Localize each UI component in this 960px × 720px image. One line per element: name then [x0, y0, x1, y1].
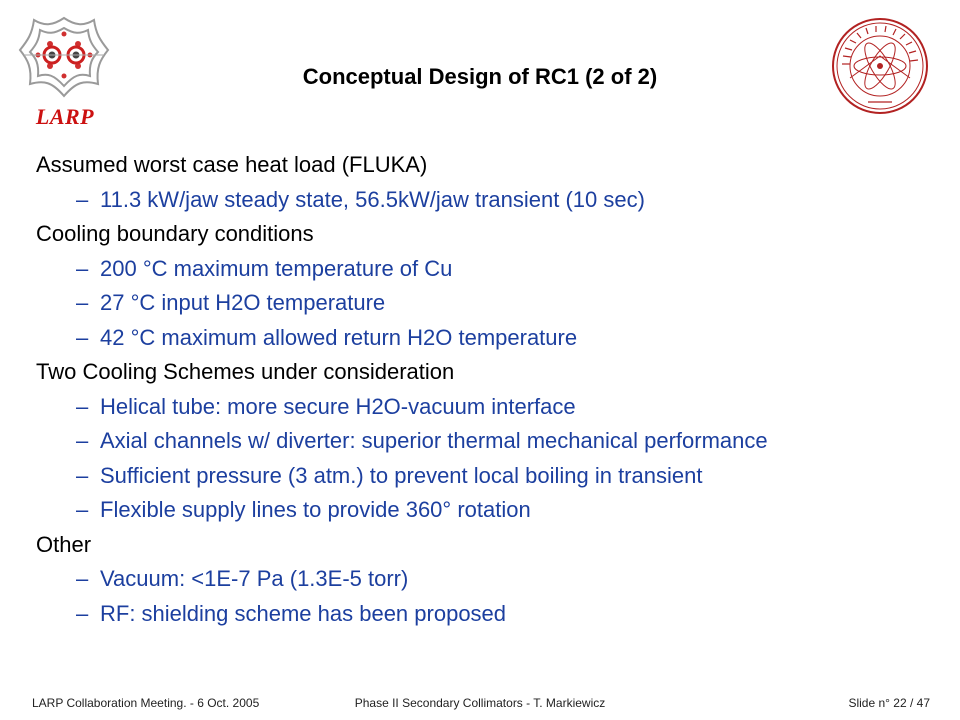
bullet-level2: – 42 °C maximum allowed return H2O temperature — [36, 321, 936, 356]
dash-marker: – — [76, 566, 89, 591]
bullet-level2: – Helical tube: more secure H2O-vacuum interface — [36, 390, 936, 425]
larp-logo-icon — [14, 8, 114, 108]
bullet-level1: Cooling boundary conditions — [36, 221, 314, 246]
dash-marker: – — [76, 428, 89, 453]
bullet-level2: – Vacuum: <1E-7 Pa (1.3E-5 torr) — [36, 562, 936, 597]
dash-marker: – — [76, 600, 89, 626]
dash-marker: – — [76, 324, 89, 350]
footer-author: Phase II Secondary Collimators - T. Markiewicz — [354, 696, 606, 710]
bullet-level2: – 11.3 kW/jaw steady state, 56.5kW/jaw transient (10 sec) — [36, 183, 936, 218]
dash-marker: – — [76, 462, 89, 488]
bullet-level1: Two Cooling Schemes under consideration — [36, 359, 455, 384]
dash-marker: – — [76, 255, 89, 281]
bullet-level2: – RF: shielding scheme has been proposed — [36, 597, 936, 632]
footer-meeting: LARP Collaboration Meeting. - 6 Oct. 2005 — [32, 696, 260, 710]
bullet-level2: – 27 °C input H2O temperature — [36, 286, 936, 321]
dash-marker: – — [76, 497, 89, 522]
bullet-level2: – Flexible supply lines to provide 360° rotation — [36, 493, 936, 528]
bullet-level1: Other — [36, 531, 92, 557]
dash-marker: – — [76, 290, 89, 315]
larp-logo-text: LARP — [35, 104, 95, 129]
bullet-list — [36, 148, 936, 631]
dash-marker: – — [76, 393, 89, 419]
bullet-level1: Assumed worst case heat load (FLUKA) — [36, 152, 428, 177]
footer-slide-number: Slide n° 22 / 47 — [848, 696, 930, 710]
bullet-level2: – Axial channels w/ diverter: superior thermal mechanical performance — [36, 424, 936, 459]
bullet-level2: – Sufficient pressure (3 atm.) to prevent local boiling in transient — [36, 459, 936, 494]
slide-title: Conceptual Design of RC1 (2 of 2) — [302, 64, 658, 89]
dash-marker: – — [76, 186, 89, 212]
bullet-level2: – 200 °C maximum temperature of Cu — [36, 252, 936, 287]
